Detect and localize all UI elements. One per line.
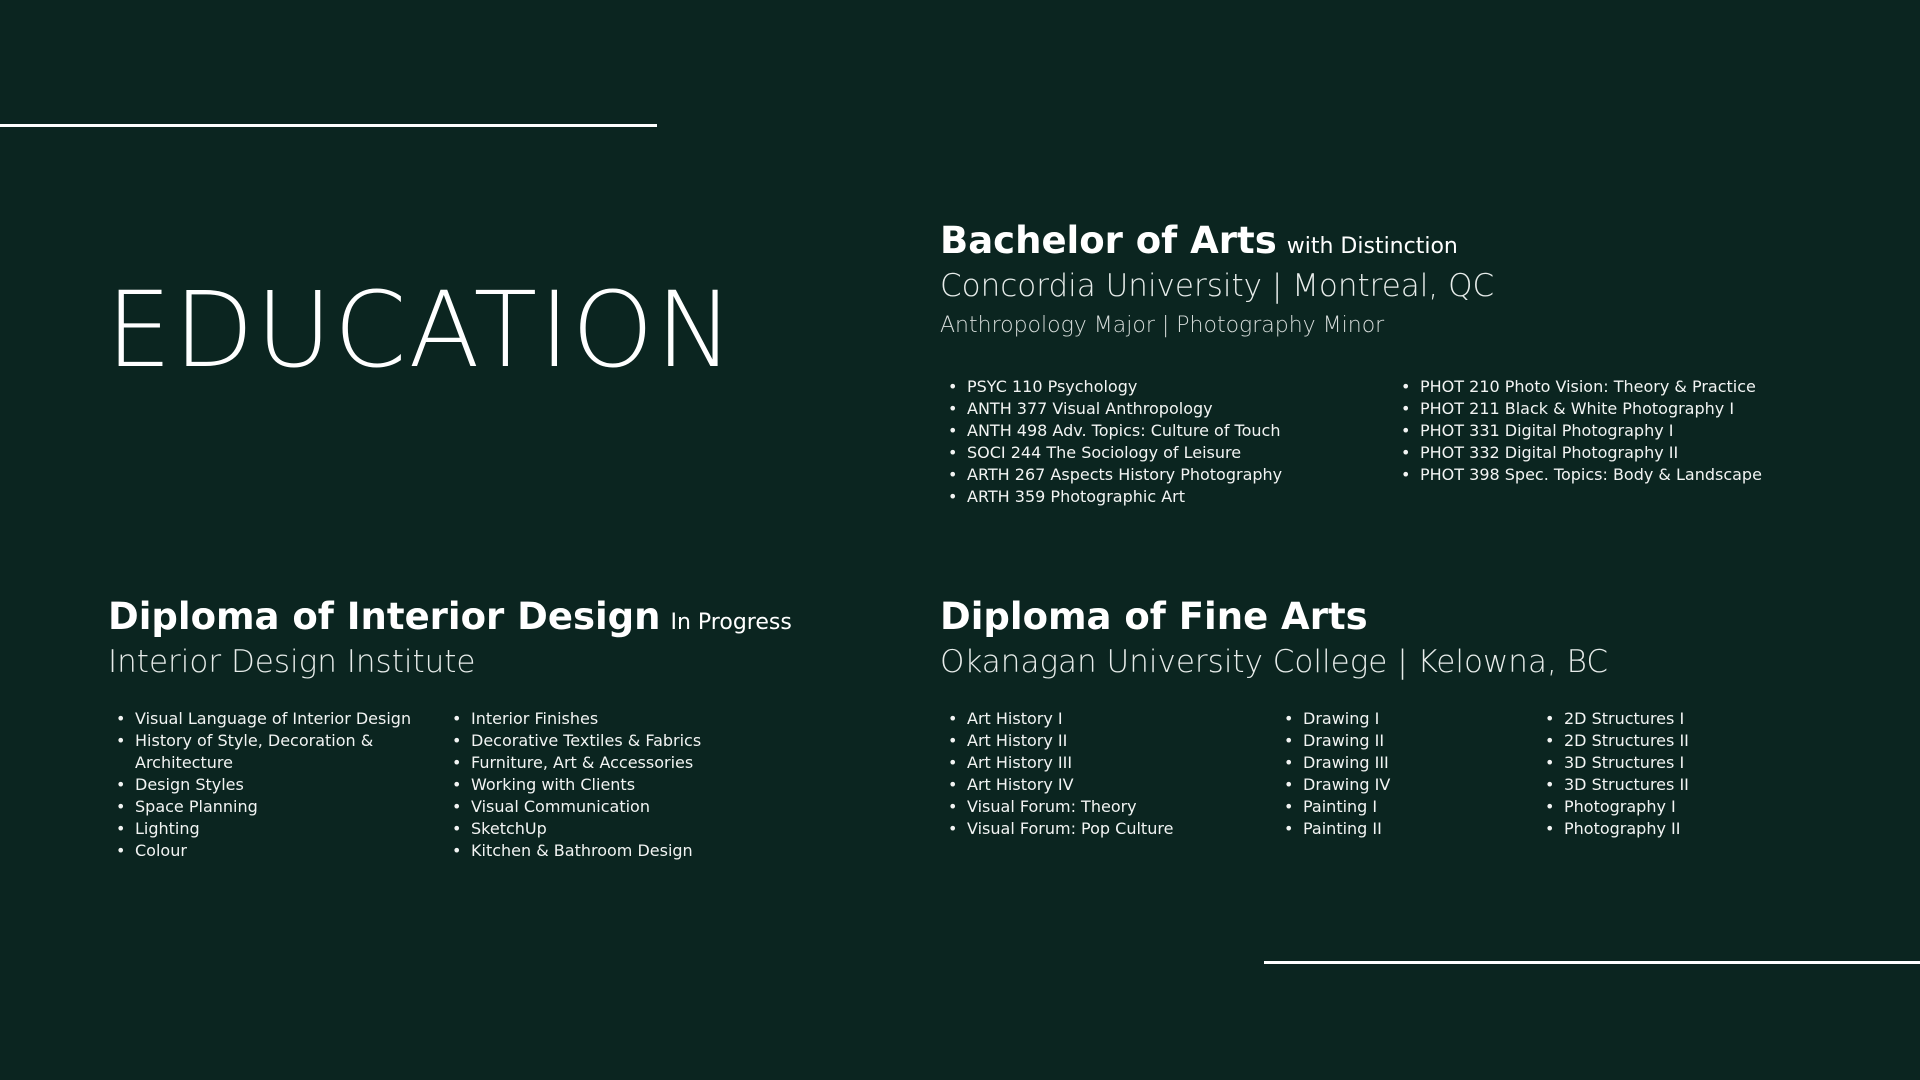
course-item: • Painting II	[1276, 818, 1526, 840]
bottom-divider-line	[1264, 961, 1920, 964]
bachelor-course-list-1	[940, 376, 1380, 508]
course-item: • ANTH 377 Visual Anthropology	[940, 398, 1380, 420]
page-title: EDUCATION	[106, 269, 736, 391]
course-item: • PHOT 398 Spec. Topics: Body & Landscape	[1393, 464, 1833, 486]
course-item: • 3D Structures II	[1537, 774, 1787, 796]
interior-institution: Interior Design Institute	[108, 644, 476, 680]
course-item: • Design Styles	[108, 774, 428, 796]
top-divider-line	[0, 124, 657, 127]
fine-arts-institution: Okanagan University College | Kelowna, BC	[940, 644, 1609, 680]
bachelor-program: Anthropology Major | Photography Minor	[940, 313, 1385, 339]
interior-course-list-1	[108, 708, 428, 862]
course-item: • Visual Forum: Theory	[940, 796, 1270, 818]
course-item: • 2D Structures II	[1537, 730, 1787, 752]
course-item: • Interior Finishes	[444, 708, 764, 730]
course-item: • Art History IV	[940, 774, 1270, 796]
interior-degree-heading	[108, 595, 792, 638]
course-item: • SketchUp	[444, 818, 764, 840]
fine-arts-course-list-3	[1537, 708, 1787, 840]
course-item: • Drawing II	[1276, 730, 1526, 752]
course-item: • Kitchen & Bathroom Design	[444, 840, 764, 862]
course-item: • PHOT 211 Black & White Photography I	[1393, 398, 1833, 420]
course-item: • Art History I	[940, 708, 1270, 730]
course-item: • ARTH 267 Aspects History Photography	[940, 464, 1380, 486]
course-item: • Space Planning	[108, 796, 428, 818]
bachelor-degree-title: Bachelor of Arts	[940, 219, 1277, 262]
course-item: • Visual Language of Interior Design	[108, 708, 428, 730]
course-item: • Furniture, Art & Accessories	[444, 752, 764, 774]
bachelor-of-arts-section	[940, 219, 1495, 339]
course-item: • Decorative Textiles & Fabrics	[444, 730, 764, 752]
bachelor-degree-note: with Distinction	[1286, 234, 1458, 259]
course-item: • PHOT 331 Digital Photography I	[1393, 420, 1833, 442]
course-item: • SOCI 244 The Sociology of Leisure	[940, 442, 1380, 464]
course-item: • PHOT 210 Photo Vision: Theory & Practice	[1393, 376, 1833, 398]
course-item: • Visual Communication	[444, 796, 764, 818]
interior-course-list-2	[444, 708, 764, 862]
course-item: • Colour	[108, 840, 428, 862]
interior-degree-note: In Progress	[670, 610, 792, 635]
bachelor-course-list-2	[1393, 376, 1833, 486]
bachelor-institution: Concordia University | Montreal, QC	[940, 268, 1495, 304]
interior-degree-title: Diploma of Interior Design	[108, 595, 661, 638]
course-item: • PSYC 110 Psychology	[940, 376, 1380, 398]
course-item: • Photography I	[1537, 796, 1787, 818]
fine-arts-course-list-1	[940, 708, 1270, 840]
fine-arts-section	[940, 595, 1609, 680]
bachelor-degree-heading	[940, 219, 1494, 262]
course-item: • Drawing I	[1276, 708, 1526, 730]
course-item: • PHOT 332 Digital Photography II	[1393, 442, 1833, 464]
course-item: • History of Style, Decoration & Architecture	[108, 730, 428, 774]
fine-arts-degree-title: Diploma of Fine Arts	[940, 595, 1368, 638]
course-item: • 2D Structures I	[1537, 708, 1787, 730]
fine-arts-degree-heading	[940, 595, 1608, 638]
course-item: • Visual Forum: Pop Culture	[940, 818, 1270, 840]
course-item: • Drawing III	[1276, 752, 1526, 774]
course-item: • Working with Clients	[444, 774, 764, 796]
course-item: • Art History III	[940, 752, 1270, 774]
interior-design-section	[108, 595, 792, 680]
course-item: • Lighting	[108, 818, 428, 840]
course-item: • Drawing IV	[1276, 774, 1526, 796]
course-item: • ARTH 359 Photographic Art	[940, 486, 1380, 508]
course-item: • 3D Structures I	[1537, 752, 1787, 774]
course-item: • Art History II	[940, 730, 1270, 752]
course-item: • Painting I	[1276, 796, 1526, 818]
course-item: • Photography II	[1537, 818, 1787, 840]
course-item: • ANTH 498 Adv. Topics: Culture of Touch	[940, 420, 1380, 442]
fine-arts-course-list-2	[1276, 708, 1526, 840]
